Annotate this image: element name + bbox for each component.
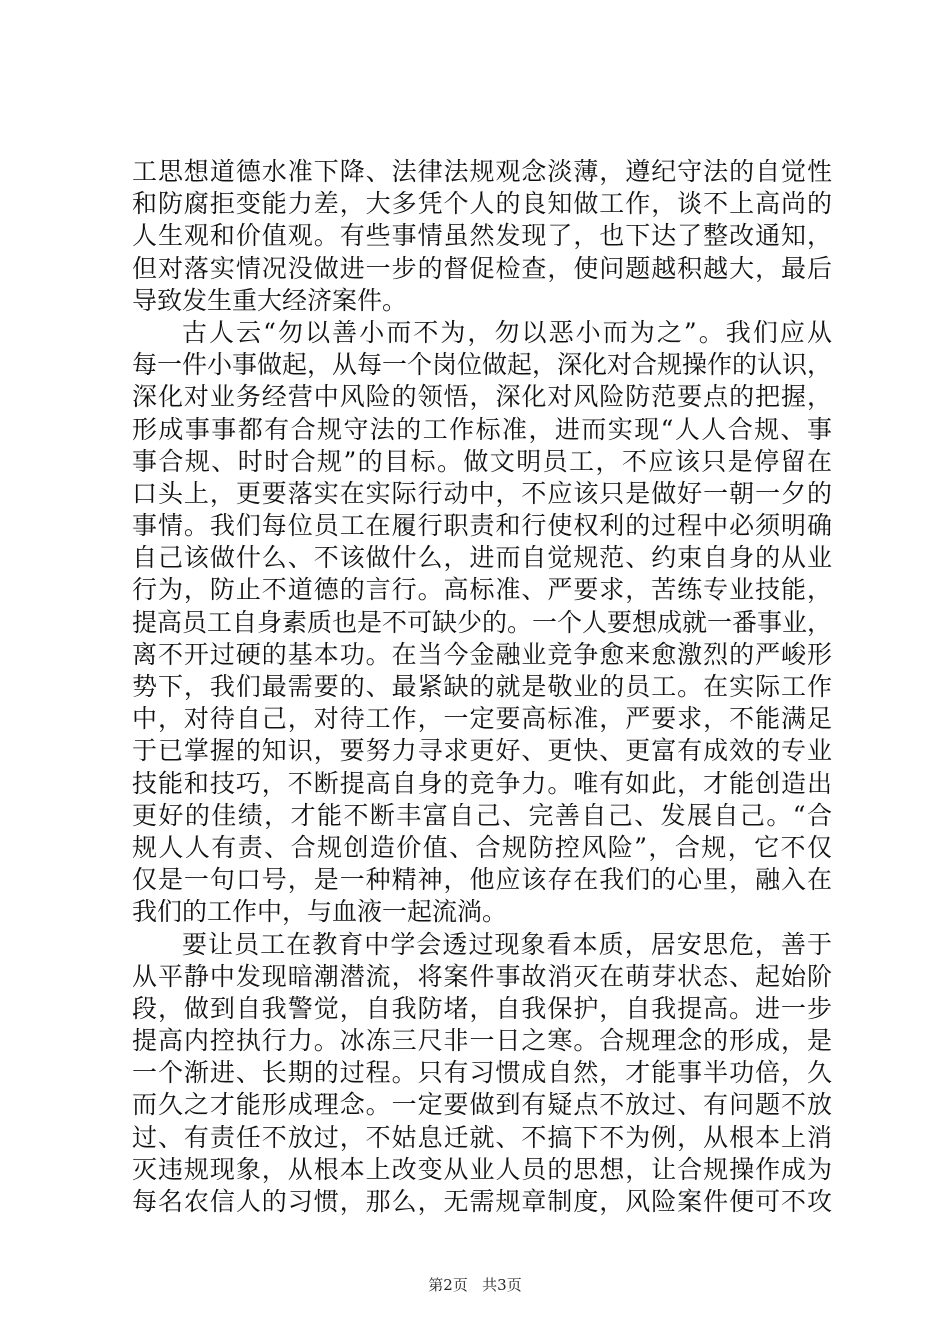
text-line: 离不开过硬的基本功。在当今金融业竞争愈来愈激烈的严峻形 xyxy=(132,639,832,669)
text-line: 和防腐拒变能力差，大多凭个人的良知做工作，谈不上高尚的 xyxy=(132,189,832,219)
paragraph xyxy=(132,156,832,317)
paragraph xyxy=(132,317,832,929)
text-line: 工思想道德水准下降、法律法规观念淡薄，遵纪守法的自觉性 xyxy=(132,157,832,186)
page-number: 第2页 xyxy=(428,1276,468,1294)
text-line: 但对落实情况没做进一步的督促检查，使问题越积越大，最后 xyxy=(132,253,832,283)
text-line: 提高员工自身素质也是不可缺少的。一个人要想成就一番事业， xyxy=(132,607,833,637)
page-total: 共3页 xyxy=(482,1276,522,1294)
text-line: 行为，防止不道德的言行。高标准、严要求，苦练专业技能， xyxy=(132,575,832,605)
text-line: 规人人有责、合规创造价值、合规防控风险”，合规，它不仅 xyxy=(132,832,832,862)
text-line: 段，做到自我警觉，自我防堵，自我保护，自我提高。进一步 xyxy=(132,993,832,1023)
text-line: 要让员工在教育中学会透过现象看本质，居安思危，善于 xyxy=(182,929,832,959)
text-line: 事情。我们每位员工在履行职责和行使权利的过程中必须明确 xyxy=(132,511,832,541)
text-line: 深化对业务经营中风险的领悟，深化对风险防范要点的把握， xyxy=(132,382,832,412)
text-line: 古人云“勿以善小而不为，勿以恶小而为之”。我们应从 xyxy=(182,317,832,347)
text-line: 过、有责任不放过，不姑息迁就、不搞下不为例，从根本上消 xyxy=(132,1122,832,1152)
text-line: 从平静中发现暗潮潜流，将案件事故消灭在萌芽状态、起始阶 xyxy=(132,961,832,991)
text-line: 一个渐进、长期的过程。只有习惯成自然，才能事半功倍，久 xyxy=(132,1058,832,1088)
paragraph xyxy=(132,929,832,1219)
text-line: 更好的佳绩，才能不断丰富自己、完善自己、发展自己。“合 xyxy=(132,800,832,830)
text-line: 人生观和价值观。有些事情虽然发现了，也下达了整改通知， xyxy=(132,221,832,251)
text-line: 口头上，更要落实在实际行动中，不应该只是做好一朝一夕的 xyxy=(132,478,832,508)
text-line: 提高内控执行力。冰冻三尺非一日之寒。合规理念的形成，是 xyxy=(132,1026,832,1056)
text-line: 中，对待自己，对待工作，一定要高标准，严要求，不能满足 xyxy=(132,704,832,734)
text-line: 而久之才能形成理念。一定要做到有疑点不放过、有问题不放 xyxy=(132,1090,832,1120)
text-line: 自己该做什么、不该做什么，进而自觉规范、约束自身的从业 xyxy=(132,543,832,573)
text-line: 形成事事都有合规守法的工作标准，进而实现“人人合规、事 xyxy=(132,414,832,444)
page-footer xyxy=(0,1275,950,1295)
text-line: 灭违规现象，从根本上改变从业人员的思想，让合规操作成为 xyxy=(132,1154,832,1184)
text-line: 于已掌握的知识，要努力寻求更好、更快、更富有成效的专业 xyxy=(132,736,832,766)
text-line: 每一件小事做起，从每一个岗位做起，深化对合规操作的认识， xyxy=(132,350,833,380)
text-line: 势下，我们最需要的、最紧缺的就是敬业的员工。在实际工作 xyxy=(132,672,832,701)
body-text xyxy=(132,156,832,1218)
footer-spacer xyxy=(473,1276,478,1294)
text-line: 仅是一句口号，是一种精神，他应该存在我们的心里，融入在 xyxy=(132,865,832,895)
text-line: 事合规、时时合规”的目标。做文明员工，不应该只是停留在 xyxy=(132,446,832,476)
text-line: 导致发生重大经济案件。 xyxy=(132,285,408,315)
text-line: 我们的工作中，与血液一起流淌。 xyxy=(132,897,508,927)
text-line: 技能和技巧，不断提高自身的竞争力。唯有如此，才能创造出 xyxy=(132,768,832,798)
text-line: 每名农信人的习惯，那么，无需规章制度，风险案件便可不攻 xyxy=(132,1187,832,1216)
